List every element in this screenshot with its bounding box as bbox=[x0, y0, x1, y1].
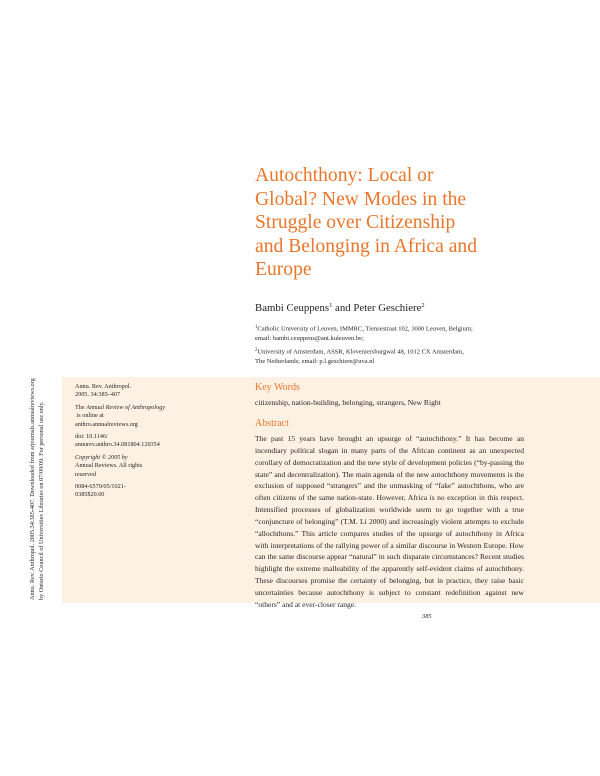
copyright-line: reserved bbox=[75, 470, 96, 478]
author-affiliation-marker: 2 bbox=[421, 302, 425, 309]
article-metadata bbox=[75, 383, 185, 504]
abstract-heading: Abstract bbox=[255, 418, 289, 429]
key-words-heading: Key Words bbox=[255, 382, 300, 393]
doi-link[interactable]: annurev.anthro.34.081804.120354 bbox=[75, 441, 160, 449]
journal-citation: Annu. Rev. Anthropol. bbox=[75, 383, 132, 390]
affiliation-marker: 2 bbox=[255, 348, 258, 353]
copyright-line: Copyright © 2005 by bbox=[75, 453, 128, 461]
title-line: Global? New Modes in the bbox=[255, 188, 467, 210]
article-title bbox=[255, 164, 525, 282]
online-note-suffix: is online at bbox=[75, 412, 104, 420]
affiliation-address: University of Amsterdam, ASSR, Kloveniersburgwal 48, 1012 CX Amsterdam, bbox=[257, 348, 464, 356]
doi-label: doi: 10.1146/ bbox=[75, 433, 108, 441]
issn-line: 0084-6570/05/1021- bbox=[75, 483, 126, 491]
abstract-text: The past 15 years have brought an upsurge of “autochthony.” It has become an incendiary political slogan in many parts of the African continent as an unexpected corollary of democratization and the new style of development policies (“by-passing the state” and decentralization). The main agenda of the new autochthony movements is the exclusion of supposed “strangers” and the unmasking of “fake” autochthons, who are often citizens of the same nation-state. However, Africa is no exception in this respect. Intensified processes of globalization worldwide seem to go together with a true “conjuncture of belonging” (T.M. Li 2000) and increasingly violent attempts to exclude “allochthons.” This article compares studies of the upsurge of autochthony in Africa with interpretations of the rallying power of a similar discourse in Western Europe. How can the same discourse appear “natural” in such disparate circumstances? Recent studies highlight the extreme malleability of the apparently self-evident claims of autochthony. These discourses promise the certainty of belonging, but in practice, they raise basic uncertainties because autochthony is subject to constant redefinition against new “others” and at ever-closer range. bbox=[255, 434, 524, 609]
side-note-line-2: by Ontario Council of Universities Libraries on 07/09/09. For personal use only. bbox=[37, 401, 45, 600]
affiliation-address: Catholic University of Leuven, IMMRC, Tiensestraat 102, 3000 Leuven, Belgium; bbox=[257, 325, 473, 333]
author-name: Peter Geschiere bbox=[353, 302, 422, 314]
journal-volume-pages: 2005. 34:385–407 bbox=[75, 391, 121, 399]
affiliation-email[interactable]: email: bambi.ceuppens@ant.kuleuven.be; bbox=[255, 334, 364, 342]
title-line: and Belonging in Africa and bbox=[255, 235, 478, 257]
journal-name: Annual Review of Anthropology bbox=[86, 403, 166, 411]
affiliation-email[interactable]: The Netherlands; email: p.l.geschiere@uva.nl bbox=[255, 357, 375, 365]
author-connector: and bbox=[332, 302, 354, 314]
online-note-prefix: The bbox=[75, 403, 87, 411]
title-line: Struggle over Citizenship bbox=[255, 212, 456, 234]
author-affiliation-marker: 1 bbox=[329, 302, 333, 309]
affiliation bbox=[255, 346, 535, 366]
affiliation bbox=[255, 323, 535, 343]
issn-line: 0385$20.00 bbox=[75, 491, 105, 499]
title-line: Europe bbox=[255, 259, 312, 281]
affiliation-marker: 1 bbox=[255, 325, 258, 330]
author-name: Bambi Ceuppens bbox=[255, 302, 330, 314]
copyright-line: Annual Reviews. All rights bbox=[75, 462, 143, 470]
journal-url-link[interactable]: anthro.annualreviews.org bbox=[75, 420, 138, 428]
key-words-text: citizenship, nation-building, belonging, strangers, New Right bbox=[255, 398, 441, 407]
download-side-note bbox=[29, 210, 46, 600]
side-note-line-1: Annu. Rev. Anthropol. 2005.34:385-407. Downloaded from arjournals.annualreviews.org bbox=[29, 378, 36, 600]
author-list bbox=[255, 302, 425, 314]
title-line: Autochthony: Local or bbox=[255, 165, 434, 186]
page-number: 385 bbox=[422, 613, 432, 620]
